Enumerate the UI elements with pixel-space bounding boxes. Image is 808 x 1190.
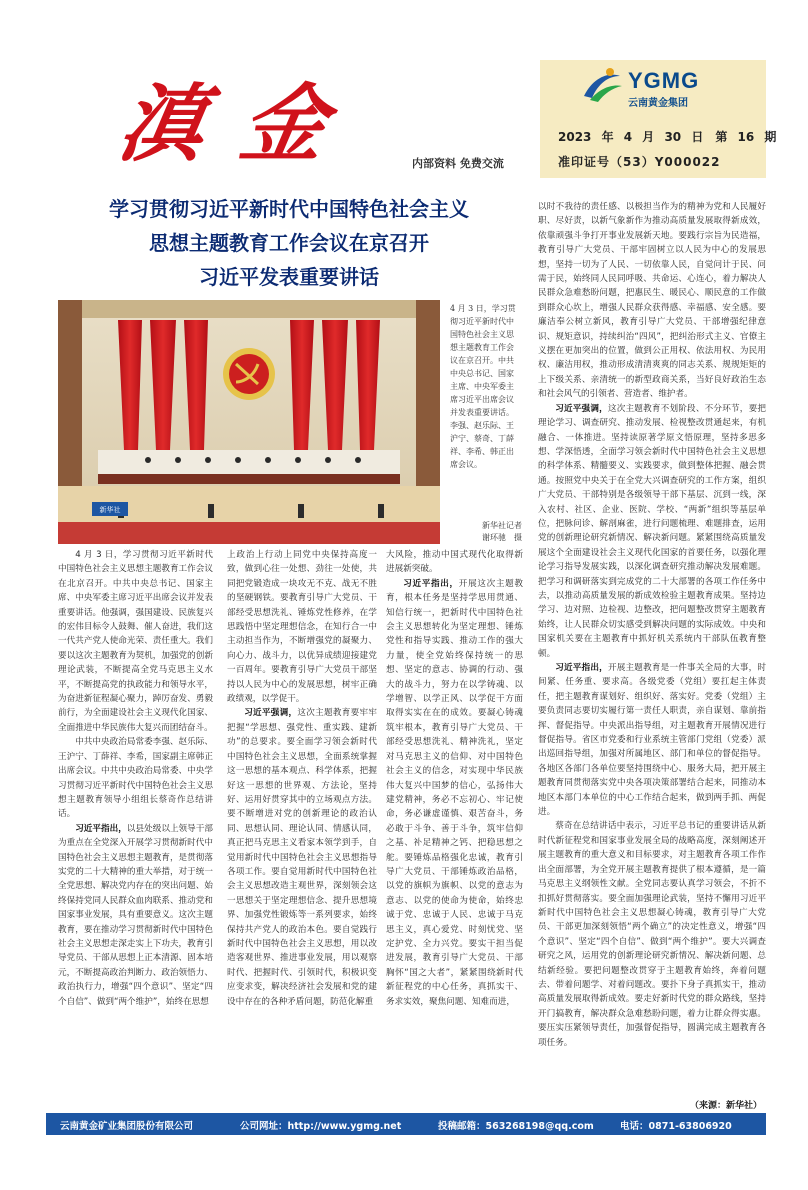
paragraph-lead: 习近平指出， xyxy=(555,663,608,673)
article-paragraph: 习近平强调，这次主题教育要牢牢把握“学思想、强党性、重实践、建新功”的总要求。要全面学习领会新时代中国特色社会主义思想，全面系统掌握这一思想的基本观点、科学体系，把握好这一思想的世界观、方法论，坚持好、运用好贯穿其中的立场观点方法。要不断增进对党的创新理论的政治认同、思想认同、理论认同、情感认同，真正把马克思主义看家本领学到手，自觉用新时代中国特色社会主义思想指导各项工作。要自觉用新时代中国特色社会主义思想改造主观世界，深刻领会这一思想关于坚定理想信念、提升思想境界、加强党性锻炼等一系列要求，始终保持共产党人的政治本色。要自觉践行新时代中国特色社会主义思想，用以改造客观世界、推进事业发展，用以观察时代、把握时代、引领时代，积极识变应变求变，解决经济社会发展和党的建设中存在的各种矛盾问题，防范化解重 xyxy=(227,708,377,1007)
headline-line-3: 习近平发表重要讲话 xyxy=(199,265,379,289)
company-logo xyxy=(580,66,730,110)
article-paragraph: 4 月 3 日，学习贯彻习近平新时代中国特色社会主义思想主题教育工作会议在北京召开。中共中央总书记、国家主席、中央军委主席习近平出席会议并发表重要讲话。他强调，强国建设、民族复兴的宏伟目标令人鼓舞、催人奋进，我们这一代共产党人使命光荣、责任重大。我们要以这次主题教育为契机，加强党的创新理论武装，不断提高全党马克思主义水平，不断提高党的执政能力和领导水平，为奋进新征程凝心聚力，踔厉奋发、勇毅前行，为全面建设社会主义现代化国家、全面推进中华民族伟大复兴而团结奋斗。 xyxy=(58,550,213,733)
article-paragraph: 习近平指出，开展主题教育是一件事关全局的大事，时间紧、任务重、要求高。各级党委（党组）要扛起主体责任，把主题教育谋划好、组织好、落实好。党委（党组）主要负责同志要切实履行第一责任人职责，亲自谋划、靠前指挥、督促指导。中央派出指导组，对主题教育开展情况进行督促指导。省区市党委和行业系统主管部门党组（党委）派出巡回指导组，加强对所属地区、部门和单位的督促指导。各地区各部门各单位要坚持围绕中心、服务大局，把开展主题教育同贯彻落实党中央各项决策部署结合起来，同推动本地区本部门本单位的中心工作结合起来，做到两手抓、两促进。 xyxy=(538,663,766,818)
paragraph-lead: 习近平强调， xyxy=(244,708,298,719)
article-column-4 xyxy=(538,200,766,1060)
permit-number: 准印证号（53）Y000022 xyxy=(558,155,721,169)
tagline: 内部资料 免费交流 xyxy=(412,157,504,170)
paragraph-lead: 习近平指出， xyxy=(403,578,459,589)
ygmg-swirl-icon xyxy=(580,66,624,106)
credit-line-2: 谢环驰 摄 xyxy=(482,533,522,542)
footer-company: 云南黄金矿业集团股份有限公司 xyxy=(60,1121,194,1132)
headline-line-2: 思想主题教育工作会议在京召开 xyxy=(149,231,429,255)
conference-hall-image xyxy=(58,300,440,544)
article-paragraph: 以时不我待的责任感、以极担当作为的精神为党和人民履好职、尽好责，以新气象新作为推动高质量发展取得新成效，依靠顽强斗争打开事业发展新天地。要践行宗旨为民造福，教育引导广大党员、干部牢固树立以人民为中心的发展思想，坚持一切为了人民、一切依靠人民，自觉问计于民、问需于民，始终同人民同呼吸、共命运、心连心，着力解决人民群众急难愁盼问题，把惠民生、暖民心、顺民意的工作做到群众心坎上，增强人民群众获得感、幸福感、安全感。要廉洁奉公树立新风，教育引导广大党员、干部增强纪律意识、规矩意识，持续纠治“四风”，把纠治形式主义、官僚主义摆在更加突出的位置，做到公正用权、依法用权、为民用权、廉洁用权，推动形成清清爽爽的同志关系、规规矩矩的上下级关系、亲清统一的新型政商关系，当好良好政治生态和社会风气的引领者、营造者、维护者。 xyxy=(538,202,766,400)
credit-line-1: 新华社记者 xyxy=(482,521,522,530)
footer-website[interactable]: 公司网址：http://www.ygmg.net xyxy=(240,1121,402,1132)
footer-email[interactable]: 投稿邮箱：563268198@qq.com xyxy=(438,1121,594,1132)
paragraph-lead: 习近平强调， xyxy=(555,403,608,414)
article-column-3 xyxy=(386,548,523,1018)
article-paragraph: 上政治上行动上同党中央保持高度一致，做到心往一处想、劲往一处使，共同把党锻造成一块攻无不克、战无不胜的坚硬钢铁。要教育引导广大党员、干部经受思想洗礼、锤炼党性修养，在学思践悟中坚定理想信念，在知行合一中主动担当作为，不断增强党的凝聚力、向心力、战斗力，以优异成绩迎接建党一百周年。要教育引导广大党员干部坚持以人民为中心的发展思想，树牢正确政绩观，以学促干。 xyxy=(227,550,377,705)
issue-date: 2023 年 4 月 30 日 第 16 期 xyxy=(558,130,777,144)
logo-name: YGMG xyxy=(628,68,700,93)
article-paragraph: 习近平指出，以县处级以上领导干部为重点在全党深入开展学习贯彻新时代中国特色社会主义思想主题教育，是贯彻落实党的二十大精神的重大举措，对于统一全党思想、解决党内存在的突出问题、始终保持党同人民群众血肉联系、推动党和国家事业发展，具有重要意义。这次主题教育，要在推动学习贯彻新时代中国特色社会主义思想走深走实上下功夫，教育引导党员、干部从思想上正本清源、固本培元，不断提高政治判断力、政治领悟力、政治执行力，增强“四个意识”、坚定“四个自信”、做到“两个维护”，始终在思想 xyxy=(58,823,213,1007)
photo-caption: 4 月 3 日，学习贯彻习近平新时代中国特色社会主义思想主题教育工作会议在京召开。中共中央总书记、国家主席、中央军委主席习近平出席会议并发表重要讲话。李强、赵乐际、王沪宁、蔡奇、丁薛祥、李希、韩正出席会议。 xyxy=(450,304,516,469)
article-paragraph: 习近平指出，开展这次主题教育，根本任务是坚持学思用贯通、知信行统一，把新时代中国特色社会主义思想转化为坚定理想、锤炼党性和指导实践、推动工作的强大力量，使全党始终保持统一的思想、坚定的意志、协调的行动、强大的战斗力，努力在以学铸魂、以学增智、以学正风、以学促干方面取得实实在在的成效。要凝心铸魂筑牢根本，教育引导广大党员、干部经受思想洗礼、精神洗礼，坚定对马克思主义的信仰、对中国特色社会主义的信念，对实现中华民族伟大复兴中国梦的信心，弘扬伟大建党精神，务必不忘初心、牢记使命，务必谦虚谨慎、艰苦奋斗，务必敢于斗争、善于斗争，筑牢信仰之基、补足精神之钙、把稳思想之舵。要锤炼品格强化忠诚，教育引导广大党员、干部锤炼政治品格，以党的旗帜为旗帜、以党的意志为意志、以党的使命为使命，始终忠诚于党、忠诚于人民、忠诚于马克思主义，真心爱党、时刻忧党、坚定护党、全力兴党。要实干担当促进发展，教育引导广大党员、干部胸怀“国之大者”，紧紧围绕新时代新征程党的中心任务，真抓实干、务求实效，聚焦问题、知难而进， xyxy=(386,578,523,1007)
masthead xyxy=(111,74,410,173)
footer-phone: 电话：0871-63806920 xyxy=(620,1121,732,1132)
article-paragraph: 蔡奇在总结讲话中表示，习近平总书记的重要讲话从新时代新征程党和国家事业发展全局的战略高度，深刻阐述开展主题教育的重大意义和目标要求，对主题教育各项工作作出全面部署，为全党开展主题教育提供了根本遵循，是一篇马克思主义纲领性文献。全党同志要认真学习领会，不折不扣抓好贯彻落实。要全面加强理论武装，坚持不懈用习近平新时代中国特色社会主义思想凝心铸魂，教育引导广大党员、干部更加深刻领悟“两个确立”的决定性意义，增强“四个意识”、坚定“四个自信”、做到“两个维护”。要大兴调查研究之风，运用党的创新理论研究新情况、解决新问题、总结新经验。要把问题整改贯穿于主题教育始终，奔着问题去、带着问题学、对着问题改。要扑下身子真抓实干，推动高质量发展取得新成效。要走好新时代党的群众路线，坚持开门搞教育，解决群众急难愁盼问题，着力让群众得实惠。要压实压紧领导责任，加强督促指导，圆满完成主题教育各项任务。 xyxy=(538,821,766,1048)
masthead-calligraphy: 滇金 xyxy=(111,74,373,173)
headline-line-1: 学习贯彻习近平新时代中国特色社会主义 xyxy=(109,197,469,221)
headline xyxy=(46,192,532,294)
article-column-2 xyxy=(227,548,377,1018)
paragraph-lead: 习近平指出， xyxy=(75,823,127,834)
footer-bar xyxy=(46,1113,766,1135)
article-column-1 xyxy=(58,548,213,1018)
article-paragraph: 习近平强调，这次主题教育不划阶段、不分环节，要把理论学习、调查研究、推动发展、检视整改贯通起来，有机融合、一体推进。坚持读原著学原文悟原理，坚持多思多想、学深悟透，全面学习领会新时代中国特色社会主义思想的科学体系、精髓要义、实践要求，做到整体把握、融会贯通。按照党中央关于在全党大兴调查研究的工作方案，组织广大党员、干部特别是各级领导干部下基层、沉到一线，深入农村、社区、企业、医院、学校、“两新”组织等基层单位，把脉问诊、解剖麻雀，进行问题梳理、难题排查，运用党的创新理论研究新情况、解决新问题。紧紧围绕高质量发展这个全面建设社会主义现代化国家的首要任务，以强化理论学习指导发展实践，以深化调查研究推动解决发展难题。把学习和调研落实到完成党的二十大部署的各项工作任务中去，以推动高质量发展的新成效检验主题教育成果。坚持边学习、边对照、边检视、边整改，把问题整改贯穿主题教育始终，让人民群众切实感受到解决问题的实际成效。中央和国家机关要在主题教育中抓好机关系统内干部队伍教育整顿。 xyxy=(538,403,766,659)
photo-watermark: 新华社 xyxy=(99,506,121,514)
article-paragraph: 中共中央政治局常委李强、赵乐际、王沪宁、丁薛祥、李希，国家副主席韩正出席会议。中共中央政治局常委、中央学习贯彻习近平新时代中国特色社会主义思想主题教育领导小组组长蔡奇作总结讲话。 xyxy=(58,737,213,820)
article-source: （来源：新华社） xyxy=(689,1101,762,1111)
news-photo xyxy=(58,300,440,544)
article-paragraph: 大风险，推动中国式现代化取得新进展新突破。 xyxy=(386,550,523,575)
logo-subtitle: 云南黄金集团 xyxy=(628,98,688,109)
photo-credit xyxy=(450,520,522,544)
